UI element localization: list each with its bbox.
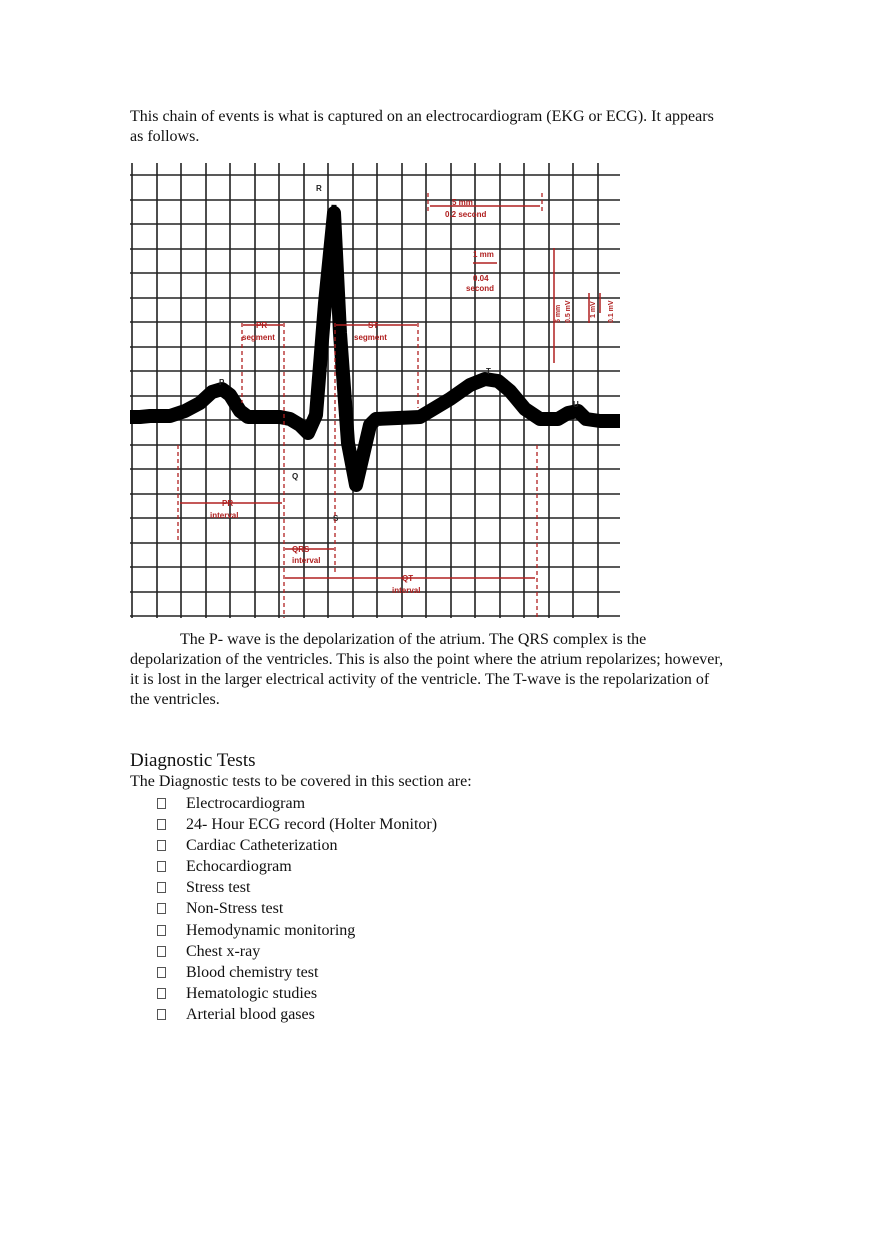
- diagnostic-tests-list: [130, 793, 437, 1025]
- list-item: [130, 962, 437, 983]
- bullet-box-icon: [157, 925, 166, 936]
- list-item-label: Stress test: [186, 879, 251, 897]
- bullet-box-icon: [157, 967, 166, 978]
- pr-segment-label-1: PR: [256, 321, 268, 330]
- bullet-box-icon: [157, 882, 166, 893]
- bullet-box-icon: [157, 798, 166, 809]
- list-item: [130, 793, 437, 814]
- vertical-one-mv-label: 1 mV: [590, 301, 597, 318]
- small-square-label: 1 mm: [473, 250, 494, 259]
- list-item-label: Blood chemistry test: [186, 963, 319, 981]
- list-item: [130, 835, 437, 856]
- explanation-paragraph: The P- wave is the depolarization of the atrium. The QRS complex is the depolarization of the ventricles. This is also the point where the atrium repolarizes; however, it is lost in the larger electrical activity of the ventricle. The T-wave is the repolarization of the ventricles.: [130, 631, 724, 708]
- ecg-figure: [130, 163, 620, 618]
- list-item-label: Hematologic studies: [186, 984, 318, 1002]
- list-item-label: Cardiac Catheterization: [186, 837, 338, 855]
- section-heading: Diagnostic Tests: [130, 750, 256, 771]
- bullet-box-icon: [157, 861, 166, 872]
- pr-segment-label-2: segment: [242, 333, 275, 342]
- vertical-big-mv-label: 0.5 mV: [565, 300, 572, 323]
- pr-interval-label-2: interval: [210, 511, 239, 520]
- list-item-label: Arterial blood gases: [186, 1005, 315, 1023]
- pr-interval-label-1: PR: [222, 499, 234, 508]
- u-wave-label: U: [573, 400, 579, 409]
- big-square-time-label: 0.2 second: [445, 210, 487, 219]
- p-wave-label: P: [219, 378, 225, 387]
- list-item: [130, 856, 437, 877]
- list-item: [130, 1004, 437, 1025]
- bullet-box-icon: [157, 903, 166, 914]
- intro-paragraph: This chain of events is what is captured on an electrocardiogram (EKG or ECG). It appears as follows.: [130, 108, 714, 145]
- qrs-interval-label-1: QRS: [292, 545, 310, 554]
- bullet-box-icon: [157, 1009, 166, 1020]
- list-item-label: Hemodynamic monitoring: [186, 921, 356, 939]
- list-item-label: 24- Hour ECG record (Holter Monitor): [186, 816, 438, 834]
- list-item-label: Echocardiogram: [186, 858, 292, 876]
- bullet-box-icon: [157, 988, 166, 999]
- bullet-box-icon: [157, 840, 166, 851]
- st-segment-label-2: segment: [354, 333, 387, 342]
- bullet-box-icon: [157, 819, 166, 830]
- qt-interval-label-2: interval: [392, 586, 421, 595]
- list-item: [130, 983, 437, 1004]
- list-item-label: Electrocardiogram: [186, 795, 306, 812]
- list-item: [130, 898, 437, 919]
- list-item: [130, 877, 437, 898]
- list-item: [130, 920, 437, 941]
- big-square-label: 5 mm: [452, 198, 473, 207]
- list-item-label: Chest x-ray: [186, 942, 261, 960]
- t-wave-label: T: [486, 367, 491, 376]
- qt-interval-label-1: QT: [402, 574, 414, 583]
- st-segment-label-1: ST: [368, 321, 379, 330]
- vertical-big-label: 5 mm: [555, 304, 562, 323]
- list-item: [130, 941, 437, 962]
- section-lead: The Diagnostic tests to be covered in this section are:: [130, 773, 472, 790]
- s-wave-label: S: [333, 514, 339, 523]
- small-square-time-unit-label: second: [466, 284, 495, 293]
- bullet-box-icon: [157, 946, 166, 957]
- list-item: [130, 814, 437, 835]
- ecg-diagram: [130, 163, 620, 618]
- r-wave-label: R: [316, 184, 322, 193]
- q-wave-label: Q: [292, 472, 299, 481]
- small-square-time-label: 0.04: [473, 274, 489, 283]
- vertical-small-mv-label: 0.1 mV: [608, 300, 615, 323]
- qrs-interval-label-2: interval: [292, 556, 321, 565]
- list-item-label: Non-Stress test: [186, 900, 284, 918]
